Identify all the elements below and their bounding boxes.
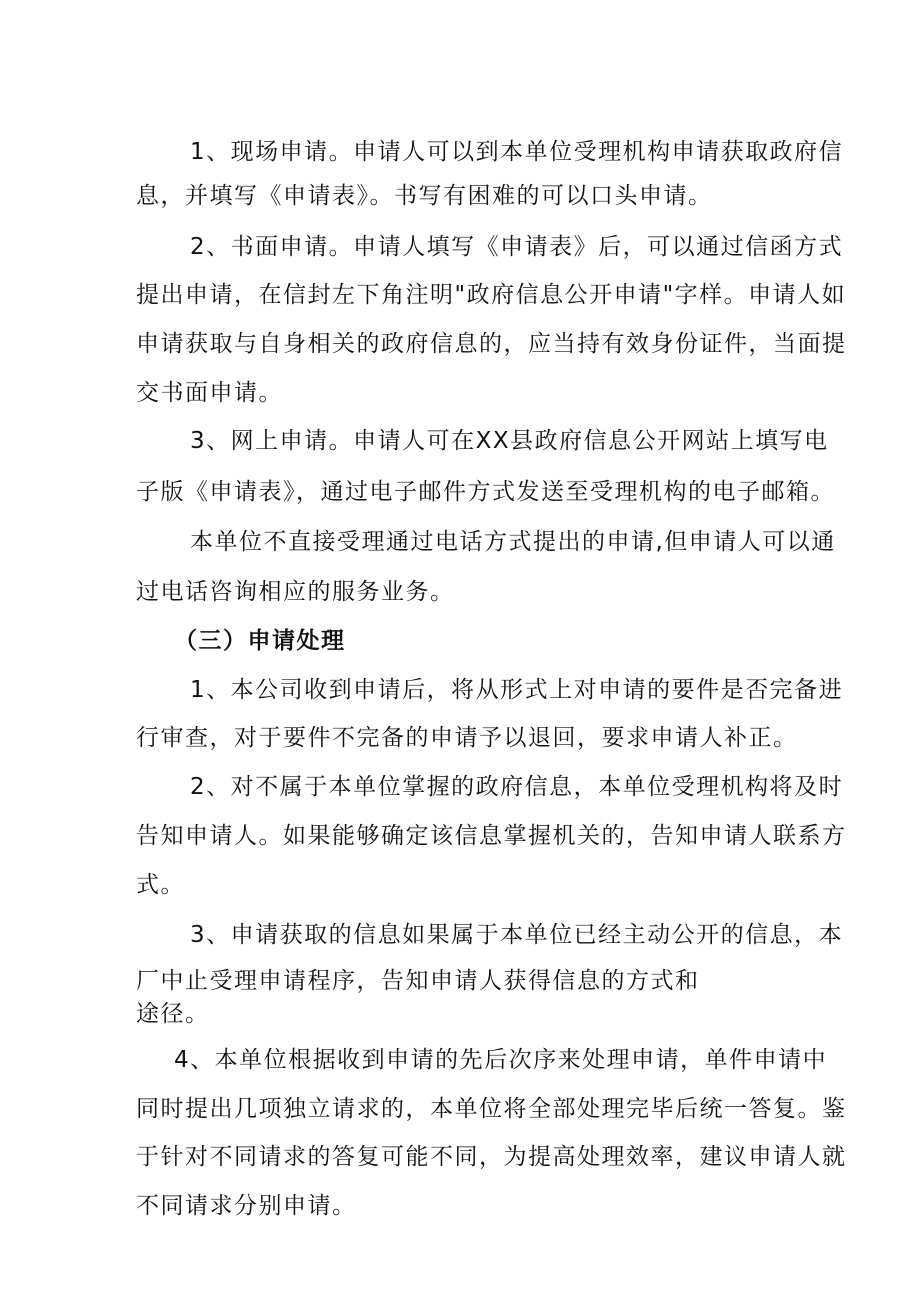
paragraph-line: 1、本公司收到申请后，将从形式上对申请的要件是否完备进	[190, 677, 844, 703]
paragraph-line: 途径。	[136, 1001, 210, 1027]
paragraph-line: 提出申请，在信封左下角注明"政府信息公开申请"字样。申请人如	[136, 282, 847, 308]
section-heading: （三）申请处理	[174, 628, 346, 654]
paragraph-line: 3、网上申请。申请人可在XX县政府信息公开网站上填写电	[190, 428, 829, 454]
paragraph-line: 3、申请获取的信息如果属于本单位已经主动公开的信息，本	[190, 922, 844, 948]
paragraph-line: 息，并填写《申请表》。书写有困难的可以口头申请。	[136, 183, 713, 209]
paragraph-line: 不同请求分别申请。	[136, 1193, 357, 1219]
paragraph-line: 过电话咨询相应的服务业务。	[136, 579, 455, 605]
paragraph-line: 于针对不同请求的答复可能不同，为提高处理效率，建议申请人就	[136, 1144, 847, 1170]
paragraph-line: 交书面申请。	[136, 380, 283, 406]
paragraph-line: 1、现场申请。申请人可以到本单位受理机构申请获取政府信	[190, 139, 844, 165]
paragraph-line: 申请获取与自身相关的政府信息的，应当持有效身份证件，当面提	[136, 331, 847, 357]
paragraph-line: 告知申请人。如果能够确定该信息掌握机关的，告知申请人联系方	[136, 823, 847, 849]
paragraph-line: 子版《申请表》，通过电子邮件方式发送至受理机构的电子邮箱。	[136, 479, 835, 505]
paragraph-line: 2、对不属于本单位掌握的政府信息，本单位受理机构将及时	[190, 774, 844, 800]
paragraph-line: 4、本单位根据收到申请的先后次序来处理申请，单件申请中	[174, 1047, 828, 1073]
paragraph-line: 同时提出几项独立请求的，本单位将全部处理完毕后统一答复。鉴	[136, 1096, 847, 1122]
paragraph-line: 本单位不直接受理通过电话方式提出的申请,但申请人可以通	[190, 529, 836, 555]
paragraph-line: 2、书面申请。申请人填写《申请表》后，可以通过信函方式	[190, 234, 844, 260]
paragraph-line: 行审查，对于要件不完备的申请予以退回，要求申请人补正。	[136, 725, 798, 751]
paragraph-line: 式。	[136, 872, 185, 898]
paragraph-line: 厂中止受理申请程序，告知申请人获得信息的方式和	[136, 968, 700, 994]
